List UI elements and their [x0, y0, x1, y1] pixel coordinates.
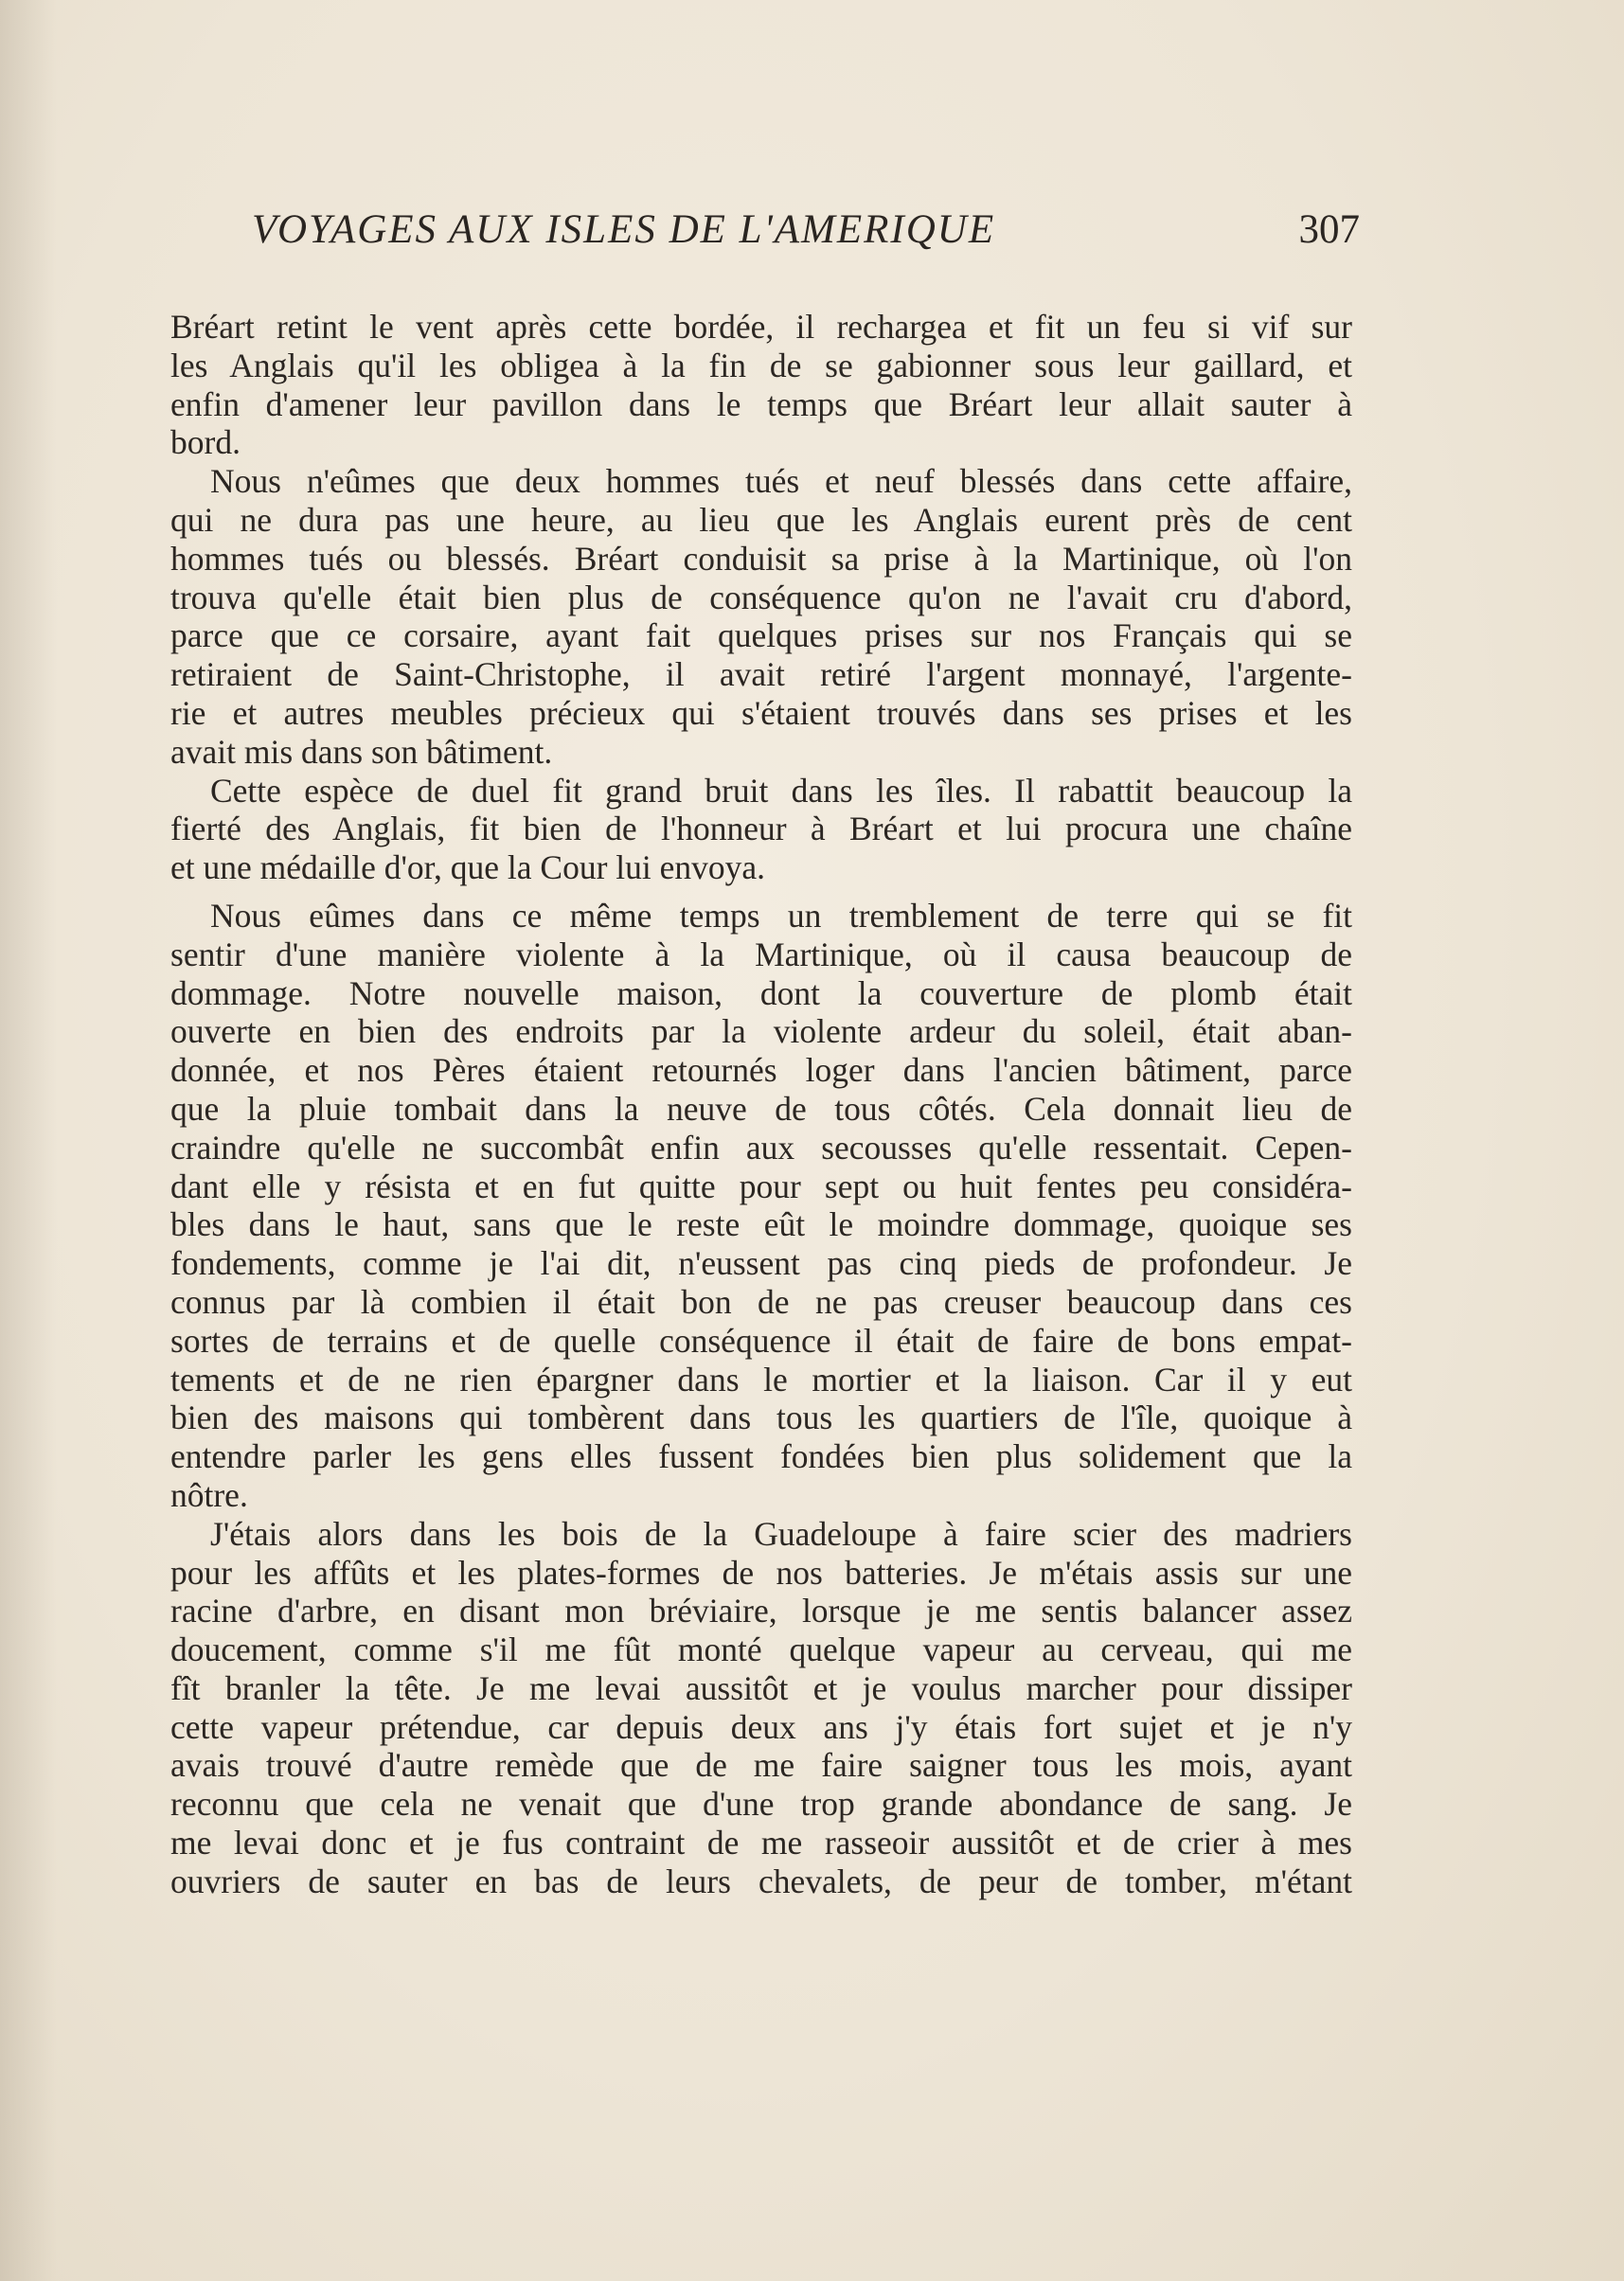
text-line: et une médaille d'or, que la Cour lui envoya. — [170, 848, 766, 887]
text-line: Cette espèce de duel fit grand bruit dans les îles. Il rabattit beaucoup la — [210, 771, 1352, 810]
text-line: fît branler la tête. Je me levai aussitôt et je voulus marcher pour dissiper — [170, 1668, 1352, 1707]
text-line: J'étais alors dans les bois de la Guadeloupe à faire scier des madriers — [210, 1514, 1352, 1553]
running-title: VOYAGES AUX ISLES DE L'AMERIQUE — [252, 207, 996, 252]
text-line: sortes de terrains et de quelle conséquence il était de faire de bons empat- — [170, 1321, 1352, 1360]
text-line: trouva qu'elle était bien plus de conséquence qu'on ne l'avait cru d'abord, — [170, 578, 1352, 616]
text-line: Nous eûmes dans ce même temps un tremblement de terre qui se fit — [210, 896, 1352, 935]
page-number: 307 — [1298, 207, 1360, 252]
text-line: bles dans le haut, sans que le reste eût le moindre dommage, quoique ses — [170, 1205, 1352, 1244]
paragraph — [170, 1515, 1352, 1901]
text-line: sentir d'une manière violente à la Martinique, où il causa beaucoup de — [170, 935, 1352, 973]
text-line: enfin d'amener leur pavillon dans le temps que Bréart leur allait sauter à — [170, 384, 1352, 423]
text-line: qui ne dura pas une heure, au lieu que les Anglais eurent près de cent — [170, 500, 1352, 539]
paragraph — [170, 897, 1352, 1515]
text-line: dommage. Notre nouvelle maison, dont la couverture de plomb était — [170, 973, 1352, 1012]
text-line: bien des maisons qui tombèrent dans tous les quartiers de l'île, quoique à — [170, 1399, 1352, 1437]
text-line: connus par là combien il était bon de ne pas creuser beaucoup dans ces — [170, 1282, 1352, 1321]
text-line: rie et autres meubles précieux qui s'étaient trouvés dans ses prises et les — [170, 693, 1352, 732]
text-line: entendre parler les gens elles fussent fondées bien plus solidement que la — [170, 1437, 1352, 1476]
text-line: avais trouvé d'autre remède que de me faire saigner tous les mois, ayant — [170, 1746, 1352, 1785]
text-line: retiraient de Saint-Christophe, il avait retiré l'argent monnayé, l'argente- — [170, 655, 1352, 694]
paragraph — [170, 772, 1352, 887]
spine-shadow — [0, 0, 57, 2281]
text-line: Nous n'eûmes que deux hommes tués et neuf blessés dans cette affaire, — [210, 462, 1352, 501]
body-text — [170, 308, 1352, 1901]
running-head — [252, 206, 1360, 273]
text-line: Bréart retint le vent après cette bordée, il rechargea et fit un feu si vif sur — [170, 308, 1352, 346]
text-line: me levai donc et je fus contraint de me rasseoir aussitôt et de crier à mes — [170, 1824, 1352, 1862]
text-line: reconnu que cela ne venait que d'une trop grande abondance de sang. Je — [170, 1785, 1352, 1824]
text-line: hommes tués ou blessés. Bréart conduisit sa prise à la Martinique, où l'on — [170, 539, 1352, 578]
text-line: ouverte en bien des endroits par la violente ardeur du soleil, était aban- — [170, 1012, 1352, 1051]
text-line: dant elle y résista et en fut quitte pour sept ou huit fentes peu considéra- — [170, 1167, 1352, 1205]
text-line: parce que ce corsaire, ayant fait quelques prises sur nos Français qui se — [170, 616, 1352, 655]
text-line: doucement, comme s'il me fût monté quelque vapeur au cerveau, qui me — [170, 1631, 1352, 1669]
text-line: que la pluie tombait dans la neuve de tous côtés. Cela donnait lieu de — [170, 1089, 1352, 1128]
text-line: cette vapeur prétendue, car depuis deux ans j'y étais fort sujet et je n'y — [170, 1707, 1352, 1746]
text-line: les Anglais qu'il les obligea à la fin de se gabionner sous leur gaillard, et — [170, 346, 1352, 384]
text-line: donnée, et nos Pères étaient retournés loger dans l'ancien bâtiment, parce — [170, 1051, 1352, 1090]
text-line: avait mis dans son bâtiment. — [170, 732, 553, 771]
text-line: nôtre. — [170, 1475, 248, 1514]
text-line: ouvriers de sauter en bas de leurs chevalets, de peur de tomber, m'étant — [170, 1862, 1352, 1900]
text-line: fierté des Anglais, fit bien de l'honneur à Bréart et lui procura une chaîne — [170, 810, 1352, 848]
paragraph — [170, 462, 1352, 771]
text-line: craindre qu'elle ne succombât enfin aux secousses qu'elle ressentait. Cepen- — [170, 1128, 1352, 1167]
text-line: tements et de ne rien épargner dans le mortier et la liaison. Car il y eut — [170, 1360, 1352, 1399]
text-line: racine d'arbre, en disant mon bréviaire, lorsque je me sentis balancer assez — [170, 1592, 1352, 1631]
paragraph — [170, 308, 1352, 462]
text-line: pour les affûts et les plates-formes de nos batteries. Je m'étais assis sur une — [170, 1553, 1352, 1592]
text-line: bord. — [170, 423, 241, 462]
text-line: fondements, comme je l'ai dit, n'eussent pas cinq pieds de profondeur. Je — [170, 1244, 1352, 1283]
